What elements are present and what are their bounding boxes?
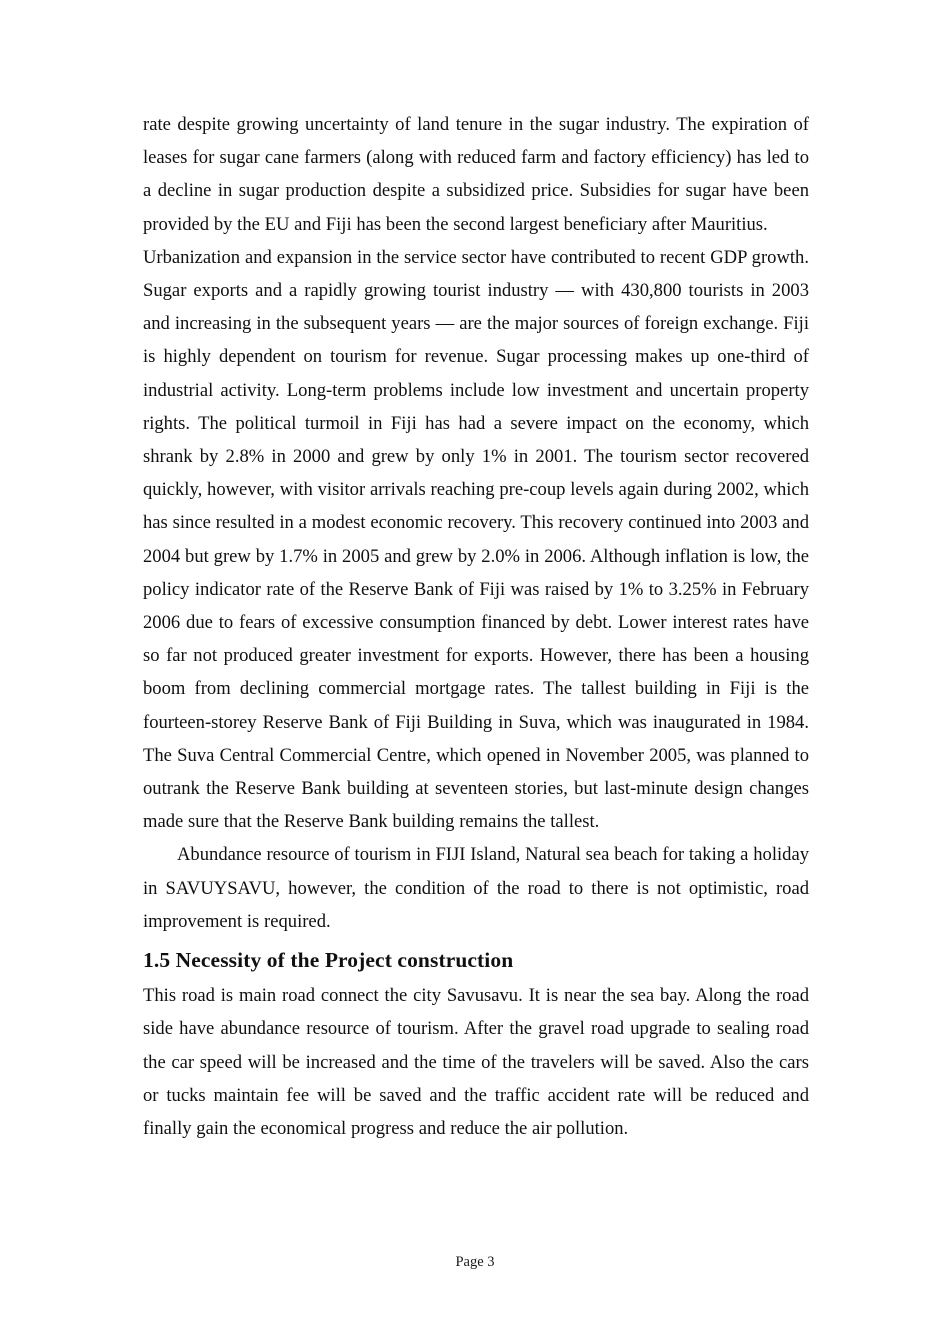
paragraph-tourism-abundance: Abundance resource of tourism in FIJI Island, Natural sea beach for taking a holiday in SAVUYSAVU, however, the condition of the road to there is not optimistic, road improvement is required. bbox=[143, 844, 809, 932]
paragraph-sugar-industry: rate despite growing uncertainty of land tenure in the sugar industry. The expiration of leases for sugar cane farmers (along with reduced farm and factory efficiency) has led to a decline in sugar production despite a subsidized price. Subsidies for sugar have been provided by the EU and Fiji has been the second largest beneficiary after Mauritius. bbox=[143, 114, 809, 235]
page-content bbox=[143, 108, 809, 1145]
paragraph-project-necessity: This road is main road connect the city Savusavu. It is near the sea bay. Along the road side have abundance resource of tourism. After the gravel road upgrade to sealing road the car speed will be increased and the time of the travelers will be saved. Also the cars or tucks maintain fee will be saved and the traffic accident rate will be reduced and finally gain the economical progress and reduce the air pollution. bbox=[143, 985, 809, 1140]
page-footer: Page 3 bbox=[455, 1254, 495, 1270]
section-heading-1-5: 1.5 Necessity of the Project construction bbox=[143, 948, 514, 973]
paragraph-urbanization-economy: Urbanization and expansion in the service sector have contributed to recent GDP growth. Sugar exports and a rapidly growing tourist industry — with 430,800 tourists in 2003 and increasing in the subsequent years — are the major sources of foreign exchange. Fiji is highly dependent on tourism for revenue. Sugar processing makes up one-third of industrial activity. Long-term problems include low investment and uncertain property rights. The political turmoil in Fiji has had a severe impact on the economy, which shrank by 2.8% in 2000 and grew by only 1% in 2001. The tourism sector recovered quickly, however, with visitor arrivals reaching pre-coup levels again during 2002, which has since resulted in a modest economic recovery. This recovery continued into 2003 and 2004 but grew by 1.7% in 2005 and grew by 2.0% in 2006. Although inflation is low, the policy indicator rate of the Reserve Bank of Fiji was raised by 1% to 3.25% in February 2006 due to fears of excessive consumption financed by debt. Lower interest rates have so far not produced greater investment for exports. However, there has been a housing boom from declining commercial mortgage rates. The tallest building in Fiji is the fourteen-storey Reserve Bank of Fiji Building in Suva, which was inaugurated in 1984. The Suva Central Commercial Centre, which opened in November 2005, was planned to outrank the Reserve Bank building at seventeen stories, but last-minute design changes made sure that the Reserve Bank building remains the tallest. bbox=[143, 246, 809, 833]
